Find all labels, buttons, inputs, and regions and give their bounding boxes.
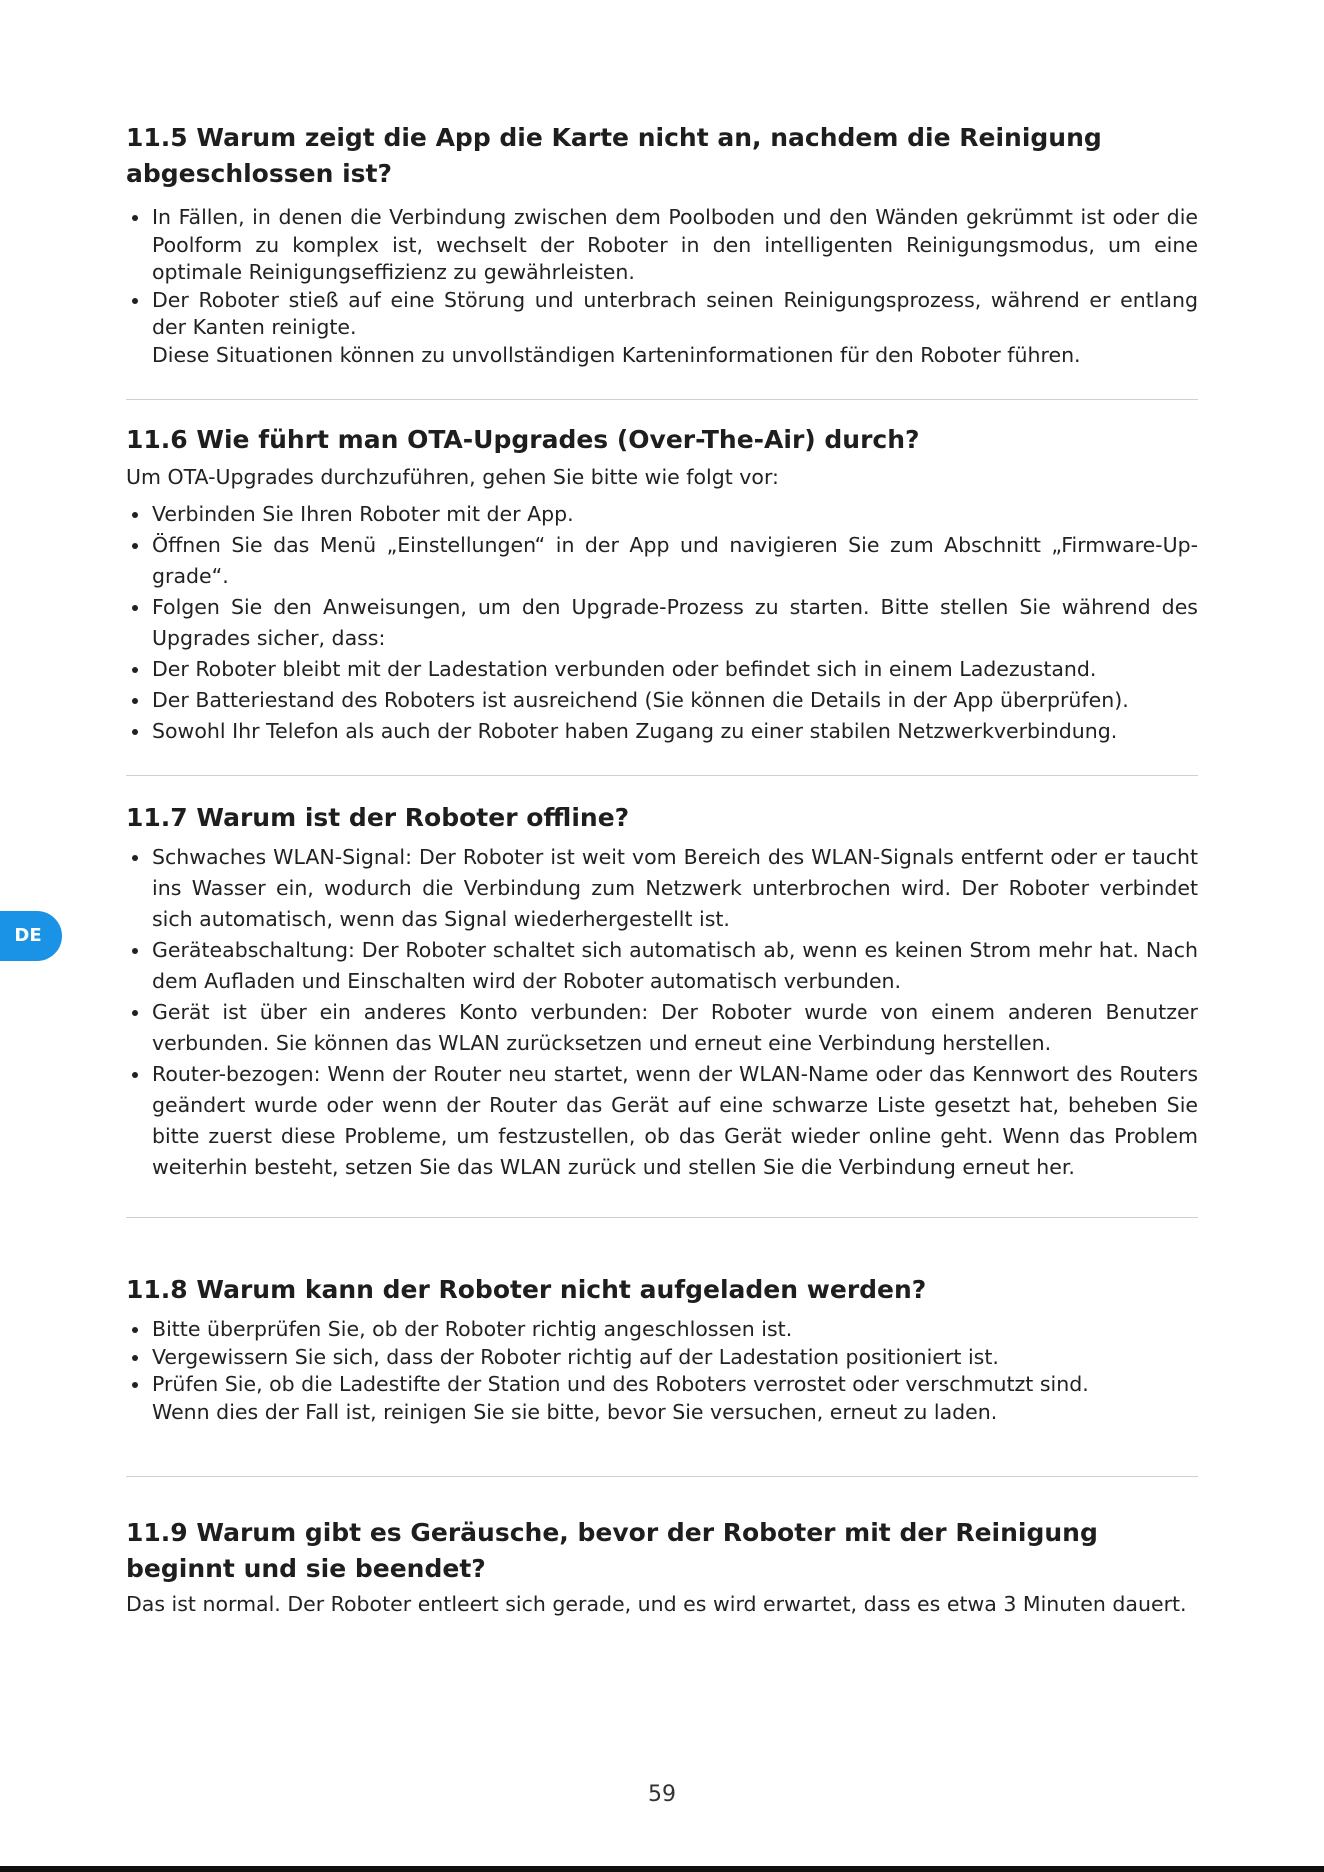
bullet-list <box>126 204 1198 369</box>
bottom-bar <box>0 1866 1324 1872</box>
list-item: Router-bezogen: Wenn der Router neu startet, wenn der WLAN-Name oder das Kennwort des Routers geändert wurde oder wenn der Router das Gerät auf eine schwarze Liste gesetzt hat, beheben Sie bitte zuerst diese Probleme, um festzustellen, ob das Gerät wieder online geht. Wenn das Problem weiterhin besteht, setzen Sie das WLAN zurück und stellen Sie die Verbindung erneut her. <box>126 1059 1198 1183</box>
section-11-5 <box>126 120 1198 369</box>
list-item <box>126 287 1198 370</box>
list-item: Der Batteriestand des Roboters ist ausreichend (Sie können die Details in der App überprüfen). <box>126 685 1198 716</box>
list-item: Vergewissern Sie sich, dass der Roboter richtig auf der Ladestation positioniert ist. <box>126 1344 1198 1372</box>
section-divider <box>126 1476 1198 1477</box>
page-number: 59 <box>648 1782 676 1807</box>
section-text: Das ist normal. Der Roboter entleert sich gerade, und es wird erwartet, dass es etwa 3 Minuten dauert. <box>126 1592 1187 1616</box>
section-intro: Um OTA-Upgrades durchzuführen, gehen Sie bitte wie folgt vor: <box>126 465 779 489</box>
section-11-6 <box>126 422 1198 747</box>
language-tab: DE <box>0 911 62 961</box>
list-item: In Fällen, in denen die Verbindung zwischen dem Poolboden und den Wänden gekrümmt ist oder die Poolform zu komplex ist, wechselt der Roboter in den intelligenten Reinigungsmodus, um eine optimale Reinigungseffizienz zu gewährleisten. <box>126 204 1198 287</box>
list-item: Verbinden Sie Ihren Roboter mit der App. <box>126 499 1198 530</box>
section-divider <box>126 1217 1198 1218</box>
section-heading: 11.8 Warum kann der Roboter nicht aufgeladen werden? <box>126 1275 927 1304</box>
section-heading: 11.6 Wie führt man OTA-Upgrades (Over-The-Air) durch? <box>126 425 920 454</box>
section-11-9 <box>126 1515 1198 1620</box>
document-page <box>126 120 1198 1626</box>
bullet-list <box>126 1316 1198 1426</box>
list-item: Bitte überprüfen Sie, ob der Roboter richtig angeschlossen ist. <box>126 1316 1198 1344</box>
list-item <box>126 1371 1198 1426</box>
list-item-note: Diese Situationen können zu unvollständigen Karteninformationen für den Roboter führen. <box>152 342 1081 367</box>
section-11-8 <box>126 1272 1198 1426</box>
list-item: Sowohl Ihr Telefon als auch der Roboter haben Zugang zu einer stabilen Netzwerkverbindung. <box>126 716 1198 747</box>
section-heading: 11.5 Warum zeigt die App die Karte nicht an, nachdem die Reinigung abgeschlossen ist? <box>126 123 1102 188</box>
list-item: Gerät ist über ein anderes Konto verbunden: Der Roboter wurde von einem anderen Benutzer verbunden. Sie können das WLAN zurücksetzen und erneut eine Verbindung herstellen. <box>126 997 1198 1059</box>
list-item: Schwaches WLAN-Signal: Der Roboter ist weit vom Bereich des WLAN-Signals entfernt oder er taucht ins Wasser ein, wodurch die Verbindung zum Netzwerk unterbrochen wird. Der Roboter verbindet sich automatisch, wenn das Signal wiederhergestellt ist. <box>126 842 1198 935</box>
list-item: Öffnen Sie das Menü „Einstellungen“ in der App und navigieren Sie zum Abschnitt „Firmware-Upgrade“. <box>126 530 1198 592</box>
list-item: Der Roboter bleibt mit der Ladestation verbunden oder befindet sich in einem Ladezustand. <box>126 654 1198 685</box>
list-item-note: Wenn dies der Fall ist, reinigen Sie sie bitte, bevor Sie versuchen, erneut zu laden. <box>152 1399 998 1424</box>
list-item: Folgen Sie den Anweisungen, um den Upgrade-Prozess zu starten. Bitte stellen Sie während des Upgrades sicher, dass: <box>126 592 1198 654</box>
list-item: Geräteabschaltung: Der Roboter schaltet sich automatisch ab, wenn es keinen Strom mehr hat. Nach dem Aufladen und Einschalten wird der Roboter automatisch verbunden. <box>126 935 1198 997</box>
list-item-text: Prüfen Sie, ob die Ladestifte der Station und des Roboters verrostet oder verschmutzt sind. <box>152 1372 1089 1396</box>
section-divider <box>126 775 1198 776</box>
section-divider <box>126 399 1198 400</box>
section-11-7 <box>126 800 1198 1183</box>
section-heading: 11.9 Warum gibt es Geräusche, bevor der Roboter mit der Reinigung beginnt und sie beendet? <box>126 1518 1098 1583</box>
bullet-list <box>126 499 1198 747</box>
bullet-list <box>126 842 1198 1183</box>
section-heading: 11.7 Warum ist der Roboter offline? <box>126 803 630 832</box>
list-item-text: Der Roboter stieß auf eine Störung und unterbrach seinen Reinigungsprozess, während er entlang der Kanten reinigte. <box>152 287 1198 339</box>
